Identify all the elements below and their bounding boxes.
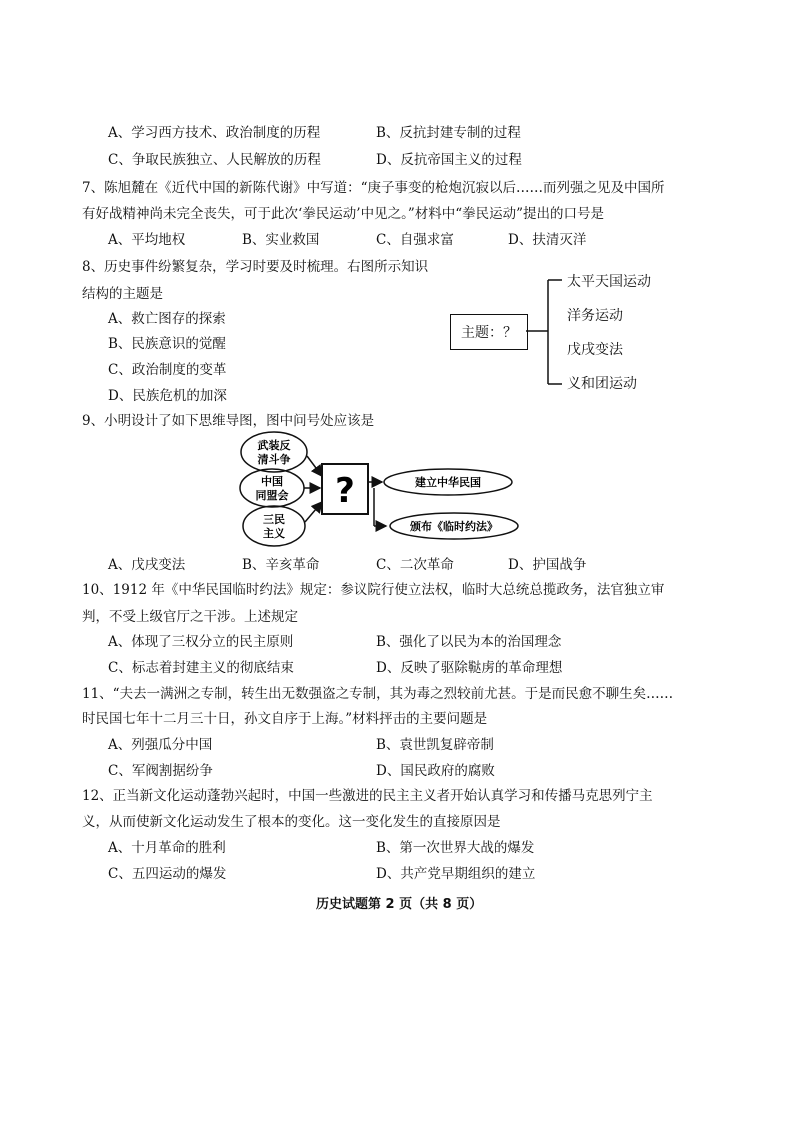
q10-stem-line2: 判，不受上级官厅之干涉。上述规定 — [82, 609, 298, 625]
page-footer: 历史试题第 2 页（共 8 页） — [316, 897, 483, 912]
q9-option-a: A、戊戌变法 — [108, 557, 186, 573]
q8-stem-line2: 结构的主题是 — [82, 286, 163, 302]
q11-stem-line1: 11、“夫去一满洲之专制，转生出无数强盗之专制，其为毒之烈较前尤甚。于是而民愈不聊生矣…… — [82, 686, 674, 702]
q9-node-three-principles — [243, 506, 305, 546]
q10-option-d: D、反映了驱除鞑虏的革命理想 — [376, 660, 563, 676]
q9-node2-text2: 同盟会 — [255, 489, 289, 502]
q9-option-c: C、二次革命 — [376, 557, 454, 573]
q10-option-b: B、强化了以民为本的治国理念 — [376, 634, 562, 650]
q10-option-a: A、体现了三权分立的民主原则 — [108, 634, 294, 650]
q8-topic-box — [450, 314, 528, 350]
q7-stem-line2: 有好战精神尚未完全丧失，可于此次‘拳民运动’中见之。”材料中“拳民运动”提出的口号是 — [82, 206, 605, 222]
q11-option-a: A、列强瓜分中国 — [108, 737, 213, 753]
q8-branch-3: 戊戌变法 — [567, 342, 623, 358]
q9-right2-text: 颁布《临时约法》 — [410, 520, 498, 533]
q7-option-b: B、实业救国 — [242, 232, 320, 248]
q12-option-d: D、共产党早期组织的建立 — [376, 866, 536, 882]
q8-option-a: A、救亡图存的探索 — [108, 311, 226, 327]
q9-stem: 9、小明设计了如下思维导图，图中问号处应该是 — [82, 413, 375, 429]
q8-branch-4: 义和团运动 — [567, 376, 637, 392]
q6-option-d: D、反抗帝国主义的过程 — [376, 152, 522, 168]
q8-stem-line1: 8、历史事件纷繁复杂，学习时要及时梳理。右图所示知识 — [82, 259, 429, 275]
q8-branch-2: 洋务运动 — [567, 308, 623, 324]
q12-stem-line1: 12、正当新文化运动蓬勃兴起时，中国一些激进的民主主义者开始认真学习和传播马克思列宁主 — [82, 788, 653, 804]
q7-option-a: A、平均地权 — [108, 232, 186, 248]
q9-node1-text2: 清斗争 — [257, 453, 291, 466]
q9-node1-text1: 武装反 — [257, 439, 291, 452]
q7-option-d: D、扶清灭洋 — [508, 232, 587, 248]
q6-option-a: A、学习西方技术、政治制度的历程 — [108, 125, 321, 141]
q10-stem-line1: 10、1912 年《中华民国临时约法》规定：参议院行使立法权，临时大总统总揽政务，法官独立审 — [82, 582, 665, 598]
q9-question-mark: ? — [335, 471, 355, 511]
q8-option-c: C、政治制度的变革 — [108, 362, 227, 378]
q11-option-b: B、袁世凯复辟帝制 — [376, 737, 494, 753]
q7-option-c: C、自强求富 — [376, 232, 454, 248]
q11-option-d: D、国民政府的腐败 — [376, 763, 495, 779]
q8-topic-label: 主题：？ — [461, 325, 517, 341]
q9-right1-text: 建立中华民国 — [415, 476, 481, 489]
q9-option-d: D、护国战争 — [508, 557, 587, 573]
q8-option-b: B、民族意识的觉醒 — [108, 336, 226, 352]
q9-node3-text1: 三民 — [263, 513, 285, 526]
q12-option-c: C、五四运动的爆发 — [108, 866, 227, 882]
q8-bracket-lines — [526, 268, 566, 396]
q9-node3-text2: 主义 — [263, 527, 285, 540]
q9-node-armed-struggle — [241, 432, 307, 472]
q12-option-b: B、第一次世界大战的爆发 — [376, 840, 535, 856]
q9-node2-text1: 中国 — [261, 475, 283, 488]
q6-option-b: B、反抗封建专制的过程 — [376, 125, 521, 141]
q12-option-a: A、十月革命的胜利 — [108, 840, 226, 856]
q12-stem-line2: 义，从而使新文化运动发生了根本的变化。这一变化发生的直接原因是 — [82, 814, 501, 830]
q6-option-c: C、争取民族独立、人民解放的历程 — [108, 152, 321, 168]
q9-mind-map — [232, 430, 522, 548]
q9-option-b: B、辛亥革命 — [242, 557, 320, 573]
q7-stem-line1: 7、陈旭麓在《近代中国的新陈代谢》中写道：“庚子事变的枪炮沉寂以后……而列强之见及中国所 — [82, 180, 665, 196]
q8-branch-1: 太平天国运动 — [567, 274, 651, 290]
q11-stem-line2: 时民国七年十二月三十日，孙文自序于上海。”材料抨击的主要问题是 — [82, 711, 488, 727]
q11-option-c: C、军阀割据纷争 — [108, 763, 213, 779]
q10-option-c: C、标志着封建主义的彻底结束 — [108, 660, 294, 676]
q8-option-d: D、民族危机的加深 — [108, 388, 227, 404]
